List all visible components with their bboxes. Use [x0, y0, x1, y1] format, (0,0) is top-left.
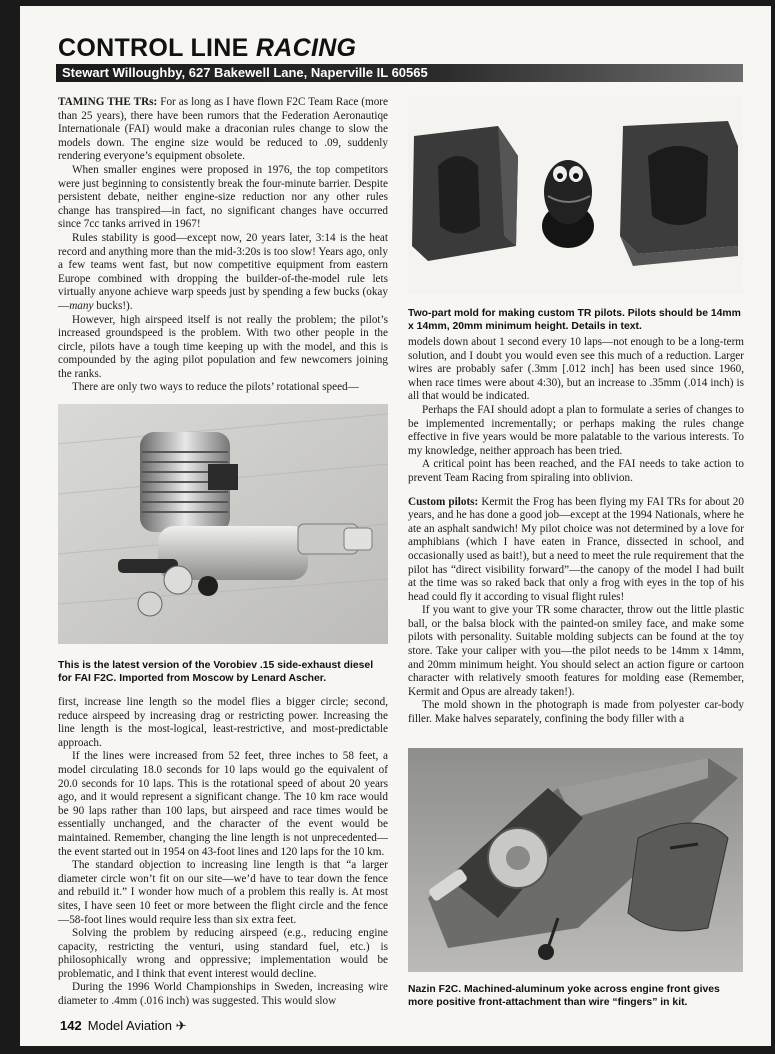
paragraph: The mold shown in the photograph is made from polyester car-body filler. Make halves separately, confining the body filler with a: [408, 699, 744, 726]
title-main: CONTROL LINE: [58, 34, 256, 62]
byline: Stewart Willoughby, 627 Bakewell Lane, Naperville IL 60565: [62, 65, 428, 80]
engine-caption: This is the latest version of the Vorobiev .15 side-exhaust diesel for FAI F2C. Imported from Moscow by Lenard Ascher.: [58, 660, 374, 684]
paragraph: If the lines were increased from 52 feet, three inches to 58 feet, a model circulating 18.0 seconds for 10 laps would go the equivalent of 20.0 seconds for 10 laps. This is the rotational speed of about 20 years ago, and it would represent a significant change. The 10 km race would be 90 laps rather than 100 laps, but airspeed and race times would be essentially unchanged, and the character of the event would be maintained. Remember, changing the line length is not unprecedented—the event started out in 1954 on 43-foot lines and 120 laps for the 10 km.: [58, 750, 388, 858]
left-column-top: [58, 96, 388, 395]
emphasis: many: [69, 299, 94, 312]
magazine-page: [20, 6, 771, 1046]
engine-photo: [58, 404, 388, 644]
plane-photo: [408, 748, 743, 972]
paragraph: The standard objection to increasing line length is that “a larger diameter circle won’t fit on our site—we’d have to tear down the fence and rebuild it.” I wonder how much of a problem this really is. At most sites, I have seen 10 feet or more between the flight circle and the fence—58-foot lines would require less than six extra feet.: [58, 859, 388, 926]
paragraph: [58, 96, 388, 164]
paragraph: However, high airspeed itself is not really the problem; the pilot’s increased groundspeed is the problem. With two other people in the circle, pilots have a tough time keeping up with the model, and this is compounded by the aging pilot population and few newcomers joining the ranks.: [58, 313, 388, 380]
mold-photo: [408, 96, 743, 294]
page-footer: [60, 1018, 187, 1034]
paragraph: If you want to give your TR some character, throw out the little plastic ball, or the balsa block with the painted-on smiley face, and make some pilots with personality. Suitable molding subjects can be found at the toy store. Take your caliper with you—the pilot needs to be 14mm x 14mm, and 20mm minimum height. You should select an action figure or cartoon character with relatively smooth features for molding ease (Remember, Kermit and Opus are already taken!).: [408, 604, 744, 698]
paragraph: [58, 232, 388, 314]
plane-logo-icon: ✈: [175, 1018, 187, 1033]
paragraph: A critical point has been reached, and the FAI needs to take action to prevent Team Racing from spiraling into oblivion.: [408, 458, 744, 484]
engine-illustration: [58, 404, 388, 644]
magazine-name: Model Aviation: [87, 1018, 173, 1033]
paragraph-text: Rules stability is good—except now, 20 years later, 3:14 is the heat record and anything more than the mid-3:20s is too slow! Years ago, only a few teams went fast, but now competitive equipment from eastern Europe combined with dropping the builder-of-the-model rule lets virtually anyone achieve warp speeds just by spending a few bucks (okay—: [58, 231, 388, 312]
frog-pilot-figure: [542, 160, 594, 248]
paragraph-text: For as long as I have flown F2C Team Race (more than 25 years), there have been rumors that the Federation Aeronautiqe Internationale (FAI) would make a draconian rules change to slow the models down. The engine size would be reduced to .09, suddenly rendering everyone’s equipment obsolete.: [58, 96, 388, 163]
byline-bar: [56, 64, 743, 82]
title-italic: RACING: [255, 34, 357, 62]
mold-half-right: [620, 121, 738, 266]
mold-half-left: [412, 126, 518, 261]
column-title: [58, 34, 356, 63]
left-column-bottom: [58, 696, 388, 1009]
paragraph-text: bucks!).: [93, 299, 133, 312]
paragraph: Perhaps the FAI should adopt a plan to formulate a series of changes to be implemented incrementally; or perhaps making the rules change effective in five years would be more palatable to the various interests. To my knowledge, neither approach has been tried.: [408, 403, 744, 457]
cylinder-head: [140, 432, 238, 532]
paragraph: [408, 496, 744, 605]
plane-illustration: [408, 748, 743, 972]
paragraph-text: Kermit the Frog has been flying my FAI TRs for about 20 years, and he has done a good job—except at the 1994 Nationals, where he ate an asphalt sandwich! My pilot choice was not determined by a love for amphibians (which I have eaten in France, dissected in school, and occasionally used as bait!), but a need to meet the rule requirement that the pilot has “direct visibility forward”—the canopy of the model I had built at the time was so raked back that only a frog with eyes in the top of his head could fly it according to visual flight rules!: [408, 495, 744, 603]
page-number: 142: [60, 1018, 82, 1033]
paragraph: first, increase line length so the model flies a bigger circle; second, reduce airspeed by increasing drag or restricting power. Increasing the line length is the most-logical, least-restrictive, and most-predictable approach.: [58, 696, 388, 749]
paragraph: models down about 1 second every 10 laps—not enough to be a long-term solution, and I doubt you would even see this much of a reduction. Larger wires are probably safer (.3mm [.012 inch] has been used since 1960, when race times were about 4:30), but an increase to .35mm (.014 inch) is all that would be indicated.: [408, 336, 744, 403]
paragraph: There are only two ways to reduce the pilots’ rotational speed—: [72, 381, 359, 394]
mold-illustration: [408, 96, 743, 294]
paragraph: During the 1996 World Championships in Sweden, increasing wire diameter to .4mm (.016 inch) was suggested. This would slow: [58, 981, 388, 1008]
paragraph: When smaller engines were proposed in 1976, the top competitors were just beginning to consistently break the four-minute barrier. Despite persistent debate, neither engine-size reduction nor any other rules change has transpired—in fact, no significant changes have occurred since 7cc tanks arrived in 1967!: [58, 163, 388, 231]
section-lead: Custom pilots:: [408, 495, 479, 508]
paragraph: Solving the problem by reducing airspeed (e.g., reducing engine capacity, restricting the venturi, using standard fuel, etc.) is philosophically wrong and oppressive; implementation would be problematic, and I think that event interest would decline.: [58, 927, 388, 980]
plane-caption: Nazin F2C. Machined-aluminum yoke across engine front gives more positive front-attachment than wire “fingers” in kit.: [408, 984, 720, 1008]
mold-caption: Two-part mold for making custom TR pilots. Pilots should be 14mm x 14mm, 20mm minimum height. Details in text.: [408, 308, 741, 332]
section-lead: TAMING THE TRs:: [58, 96, 158, 108]
right-column: [408, 336, 744, 727]
